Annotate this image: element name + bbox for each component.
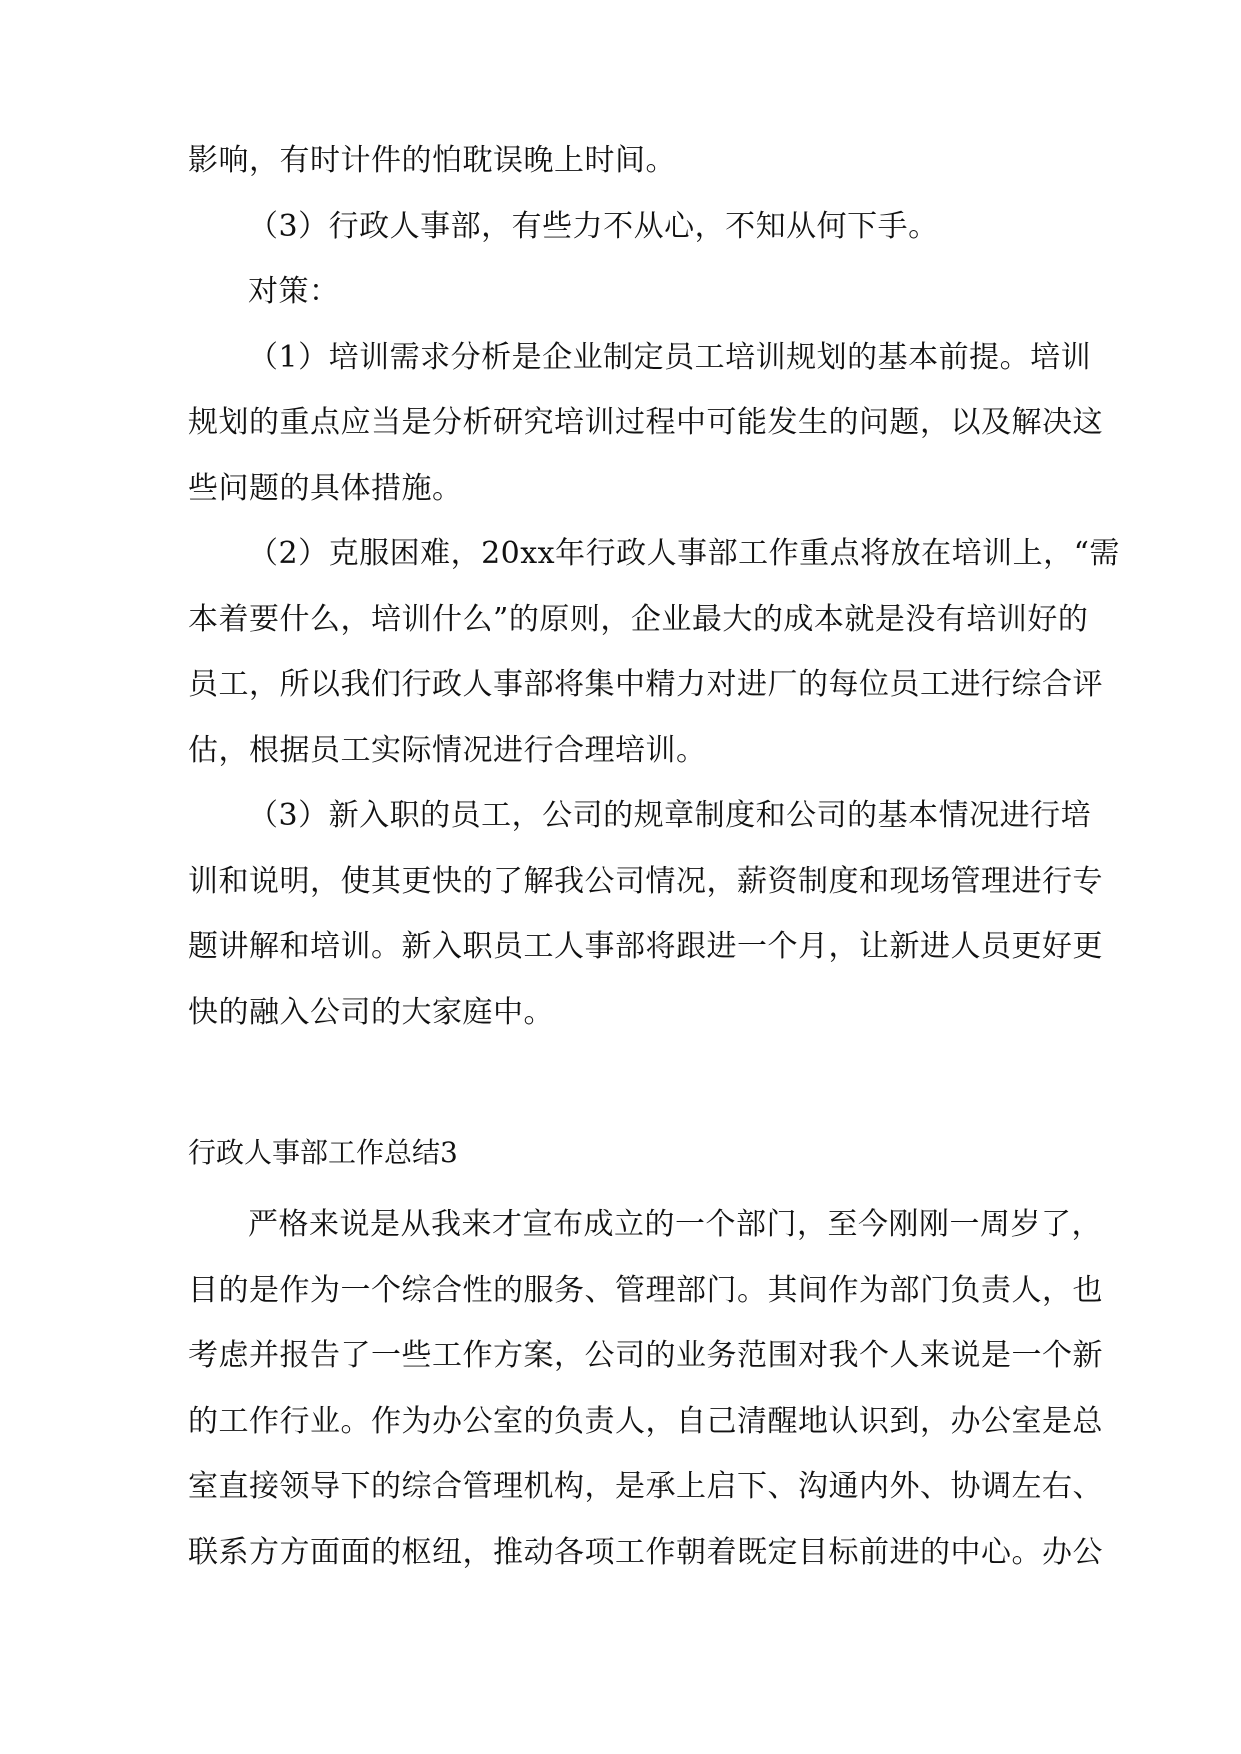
text-line: （1）培训需求分析是企业制定员工培训规划的基本前提。培训 <box>248 339 1092 375</box>
text-line: （3）新入职的员工，公司的规章制度和公司的基本情况进行培 <box>248 798 1092 833</box>
text-line: 快的融入公司的大家庭中。 <box>188 994 554 1030</box>
section-1-body <box>188 128 1120 1045</box>
text-line: 员工，所以我们行政人事部将集中精力对进厂的每位员工进行综合评 <box>188 667 1103 702</box>
text-line: 的工作行业。作为办公室的负责人，自己清醒地认识到，办公室是总 <box>188 1403 1103 1439</box>
text-line: 考虑并报告了一些工作方案，公司的业务范围对我个人来说是一个新 <box>188 1338 1103 1373</box>
text-line: 室直接领导下的综合管理机构，是承上启下、沟通内外、协调左右、 <box>188 1469 1103 1504</box>
text-line: 本着要什么，培训什么”的原则，企业最大的成本就是没有培训好的 <box>188 601 1089 637</box>
text-line: 对策： <box>248 274 340 309</box>
text-line: 训和说明，使其更快的了解我公司情况，薪资制度和现场管理进行专 <box>188 863 1103 899</box>
text-line: （2）克服困难，20xx年行政人事部工作重点将放在培训上，“需 <box>248 536 1120 571</box>
text-line: 严格来说是从我来才宣布成立的一个部门，至今刚刚一周岁了， <box>248 1207 1102 1242</box>
section-heading: 行政人事部工作总结3 <box>188 1136 458 1169</box>
text-line: 题讲解和培训。新入职员工人事部将跟进一个月，让新进人员更好更 <box>188 929 1103 964</box>
text-line: 目的是作为一个综合性的服务、管理部门。其间作为部门负责人，也 <box>188 1272 1103 1308</box>
text-line: （3）行政人事部，有些力不从心，不知从何下手。 <box>248 208 939 244</box>
text-line: 些问题的具体措施。 <box>188 470 463 506</box>
section-2-body <box>188 1192 1103 1585</box>
text-line: 影响，有时计件的怕耽误晚上时间。 <box>188 143 676 178</box>
text-line: 规划的重点应当是分析研究培训过程中可能发生的问题，以及解决这 <box>188 405 1103 440</box>
text-line: 联系方方面面的枢纽，推动各项工作朝着既定目标前进的中心。办公 <box>188 1534 1103 1570</box>
text-line: 估，根据员工实际情况进行合理培训。 <box>188 732 707 768</box>
